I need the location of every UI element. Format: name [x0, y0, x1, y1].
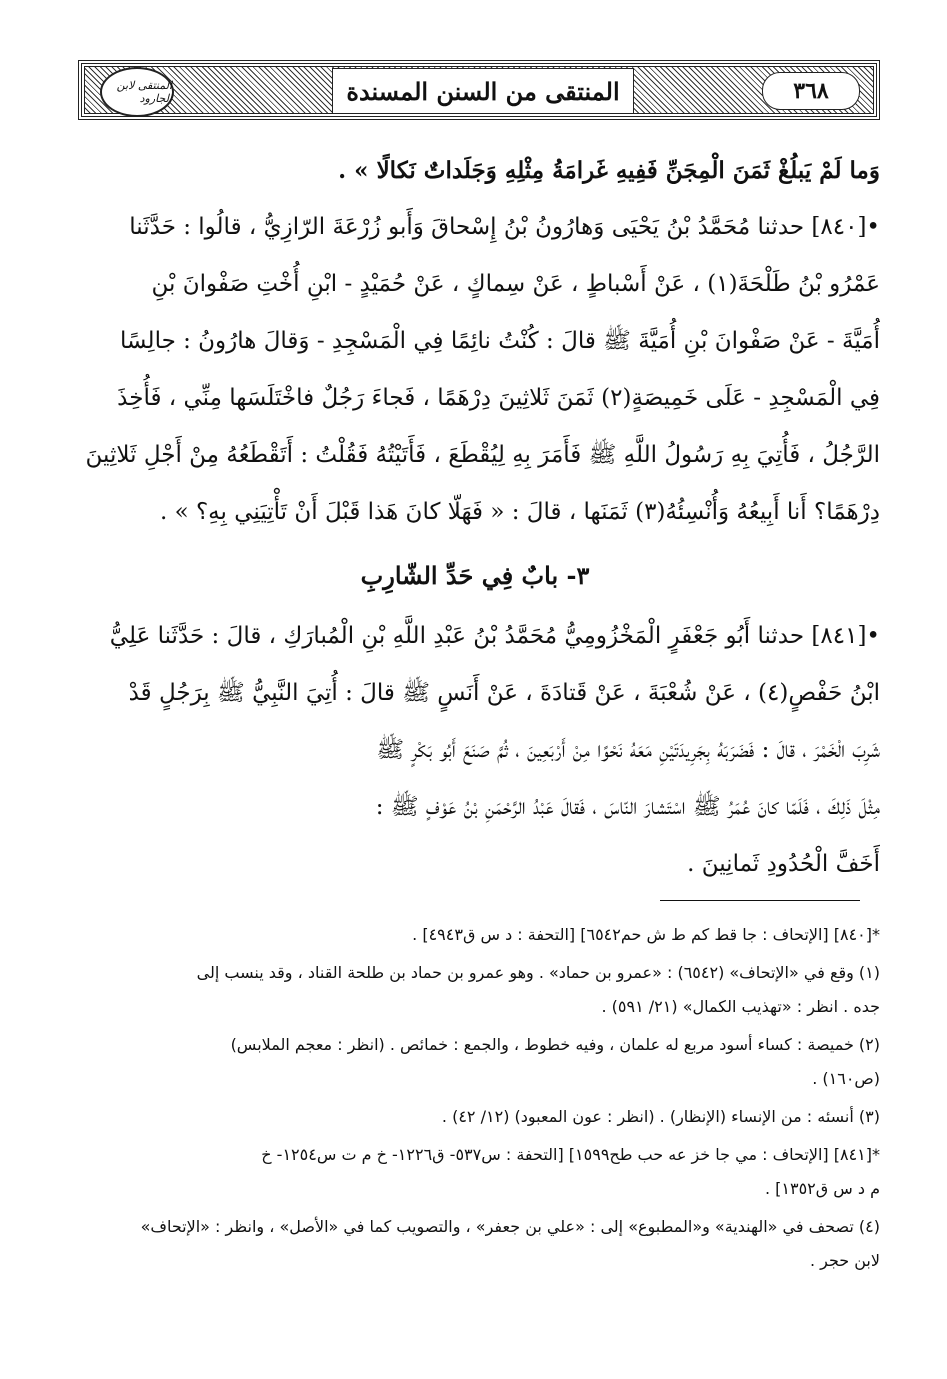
- footnote-line: *[٨٤١] [الإتحاف : مي جا خز عه حب طح١٥٩٩] [التحفة : س٥٣٧- ق١٢٢٦- خ م ت س١٢٥٤- خ: [261, 1145, 880, 1164]
- footnote-divider: [660, 900, 860, 901]
- main-text: [70, 142, 880, 893]
- hadith-841: [70, 608, 880, 893]
- text-line: أُمَيَّةَ - عَنْ صَفْوانَ بْنِ أُمَيَّةَ ﷺ قالَ : كُنْتُ نائِمًا فِي الْمَسْجِدِ - وَقالَ هارُونُ : جالِسًا: [120, 328, 880, 354]
- footnote-line: (١) وقع في «الإتحاف» (٦٥٤٢) : «عمرو بن حماد» . وهو عمرو بن حماد بن طلحة القناد ، وقد ينسب إلى: [196, 963, 880, 982]
- text-line: •[٨٤٠] حدثنا مُحَمَّدُ بْنُ يَحْيَى وَهارُونُ بْنُ إِسْحاقَ وَأَبو زُرْعَةَ الرّازِيُّ ، قالُوا : حَدَّثَنا: [129, 214, 880, 240]
- footnote-1: [70, 956, 880, 1024]
- footnote-line: م د س ق١٣٥٢] .: [764, 1179, 880, 1198]
- text-line: مِثْلَ ذَلِكَ ، فَلَمّا كانَ عُمَرُ ﷺ اسْتَشارَ النّاسَ ، فَقالَ عَبْدُ الرَّحْمَنِ بْنُ عَوْفٍ ﷺ :: [375, 794, 880, 820]
- text-line: عَمْرُو بْنُ طَلْحَةَ(١) ، عَنْ أَسْباطٍ ، عَنْ سِماكٍ ، عَنْ حُمَيْدٍ - ابْنِ أُخْتِ صَفْوانَ بْنِ: [151, 271, 880, 297]
- footnote-2: [70, 1028, 880, 1096]
- footnote-line: جده . انظر : «تهذيب الكمال» (٢١/ ٥٩١) .: [601, 997, 880, 1016]
- text-line: أَخَفَّ الْحُدُودِ ثَمانِينَ .: [687, 851, 880, 877]
- footnote-840: [70, 918, 880, 952]
- text-line: فِي الْمَسْجِدِ - عَلَى خَمِيصَةٍ(٢) ثَمَنَ ثَلاثِينَ دِرْهَمًا ، فَجاءَ رَجُلٌ فاخْتَلَسَها مِنِّي ، فَأُخِذَ: [117, 385, 880, 411]
- footnote-3: [70, 1100, 880, 1134]
- text-line: وَما لَمْ يَبلُغْ ثَمَنَ الْمِجَنِّ فَفِيهِ غَرامَةُ مِثْلِهِ وَجَلَداتٌ نَكالًا » .: [338, 157, 880, 184]
- hadith-840: [70, 199, 880, 541]
- page-header: [78, 60, 880, 120]
- footnotes: [70, 918, 880, 1282]
- text-line: دِرْهَمًا؟ أَنا أَبِيعُهُ وَأُنْسِئُهُ(٣) ثَمَنَها ، قالَ : « فَهَلّا كانَ هَذا قَبْلَ أَنْ تَأْتِيَنِي بِهِ؟ » .: [159, 499, 880, 525]
- text-line: شَرِبَ الْخَمْرَ ، قالَ : فَضَرَبَهُ بِجَرِيدَتَيْنِ مَعَهُ نَحْوًا مِنْ أَرْبَعِينَ ، ثُمَّ صَنَعَ أَبُو بَكْرٍ ﷺ: [376, 737, 880, 763]
- footnote-line: *[٨٤٠] [الإتحاف : جا قط كم ط ش حم٦٥٤٢] [التحفة : د س ق٤٩٤٣] .: [412, 925, 880, 944]
- page-number: ٣٦٨: [762, 72, 860, 110]
- footnote-line: (٤) تصحف في «الهندية» و«المطبوع» إلى : «علي بن جعفر» ، والتصويب كما في «الأصل» ، وانظر : «الإتحاف»: [140, 1217, 880, 1236]
- footnote-line: (ص١٦٠) .: [812, 1069, 880, 1088]
- footnote-line: (٢) خميصة : كساء أسود مربع له علمان ، وفيه خطوط ، والجمع : خمائص . (انظر : معجم الملابس): [230, 1035, 880, 1054]
- book-title: المنتقى من السنن المسندة: [332, 68, 634, 114]
- footnote-841: [70, 1138, 880, 1206]
- footnote-line: لابن حجر .: [809, 1251, 880, 1270]
- footnote-4: [70, 1210, 880, 1278]
- chapter-heading: ٣- بابٌ فِي حَدِّ الشّارِبِ: [360, 561, 590, 590]
- text-line: الرَّجُلُ ، فَأُتِيَ بِهِ رَسُولُ اللَّهِ ﷺ فَأَمَرَ بِهِ لِيُقْطَعَ ، فَأَتَيْتُهُ فَقُلْتُ : أَتَقْطَعُهُ مِنْ أَجْلِ ثَلاثِينَ: [85, 442, 880, 468]
- text-line: •[٨٤١] حدثنا أَبُو جَعْفَرٍ الْمَخْزُومِيُّ مُحَمَّدُ بْنُ عَبْدِ اللَّهِ بْنِ الْمُبارَكِ ، قالَ : حَدَّثَنا عَلِيُّ: [109, 623, 880, 649]
- footnote-line: (٣) أنسئه : من الإنساء (الإنظار) . (انظر : عون المعبود) (١٢/ ٤٢) .: [441, 1107, 880, 1126]
- text-line: ابْنُ حَفْصٍ(٤) ، عَنْ شُعْبَةَ ، عَنْ قَتادَةَ ، عَنْ أَنَسٍ ﷺ قالَ : أُتِيَ النَّبِيُّ ﷺ بِرَجُلٍ قَدْ: [128, 680, 880, 706]
- seal-logo: المنتقى لابن الجارود: [100, 67, 174, 117]
